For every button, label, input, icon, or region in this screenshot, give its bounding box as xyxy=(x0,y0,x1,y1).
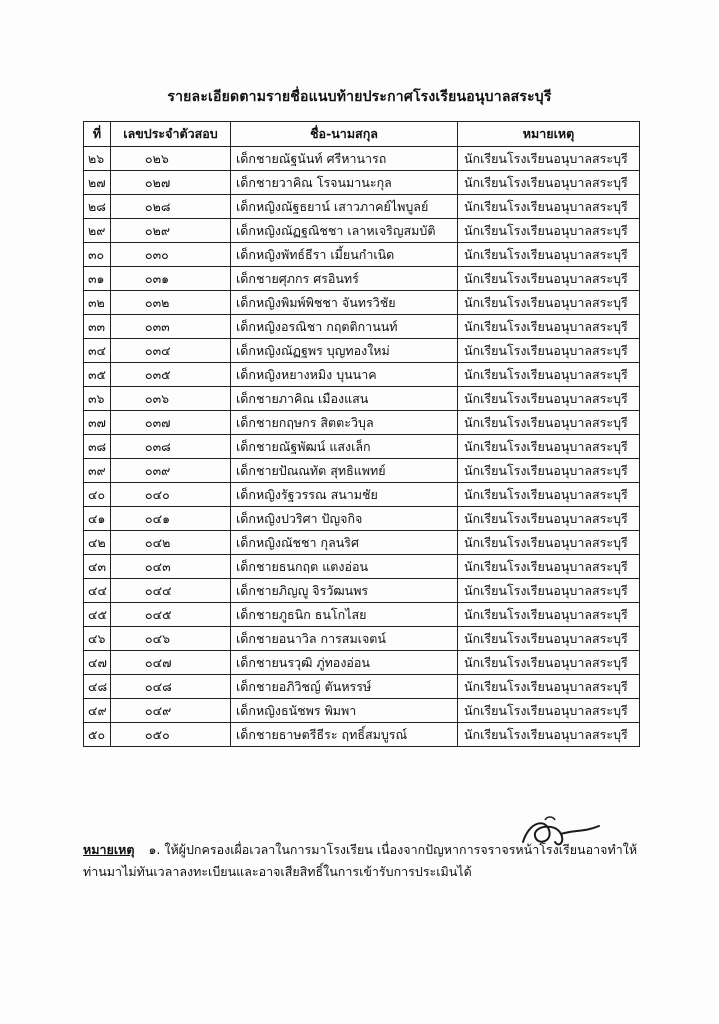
student-list-table xyxy=(83,121,640,747)
row-full-name: เด็กหญิงณัฐธยาน์ เสาวภาคย์ไพบูลย์ xyxy=(231,195,458,219)
header-remark: หมายเหตุ xyxy=(458,122,640,147)
row-no: ๓๐ xyxy=(84,243,111,267)
row-exam-id: ๐๔๔ xyxy=(111,579,231,603)
row-remark: นักเรียนโรงเรียนอนุบาลสระบุรี xyxy=(458,675,640,699)
row-exam-id: ๐๔๕ xyxy=(111,603,231,627)
row-remark: นักเรียนโรงเรียนอนุบาลสระบุรี xyxy=(458,387,640,411)
header-no: ที่ xyxy=(84,122,111,147)
row-no: ๔๗ xyxy=(84,651,111,675)
row-full-name: เด็กชายณัฐพัฒน์ แสงเล็ก xyxy=(231,435,458,459)
row-no: ๓๓ xyxy=(84,315,111,339)
row-no: ๒๘ xyxy=(84,195,111,219)
row-exam-id: ๐๒๖ xyxy=(111,147,231,171)
row-remark: นักเรียนโรงเรียนอนุบาลสระบุรี xyxy=(458,627,640,651)
row-remark: นักเรียนโรงเรียนอนุบาลสระบุรี xyxy=(458,579,640,603)
row-remark: นักเรียนโรงเรียนอนุบาลสระบุรี xyxy=(458,459,640,483)
table-row xyxy=(84,267,640,291)
table-row xyxy=(84,339,640,363)
table-row xyxy=(84,195,640,219)
row-remark: นักเรียนโรงเรียนอนุบาลสระบุรี xyxy=(458,339,640,363)
row-full-name: เด็กหญิงหยางหมิง บุนนาค xyxy=(231,363,458,387)
remark-line-1 xyxy=(83,842,643,858)
row-exam-id: ๐๔๒ xyxy=(111,531,231,555)
table-row xyxy=(84,315,640,339)
table-row xyxy=(84,459,640,483)
row-exam-id: ๐๕๐ xyxy=(111,723,231,747)
table-row xyxy=(84,363,640,387)
row-no: ๓๙ xyxy=(84,459,111,483)
row-exam-id: ๐๓๙ xyxy=(111,459,231,483)
row-remark: นักเรียนโรงเรียนอนุบาลสระบุรี xyxy=(458,507,640,531)
table-row xyxy=(84,291,640,315)
row-remark: นักเรียนโรงเรียนอนุบาลสระบุรี xyxy=(458,651,640,675)
row-remark: นักเรียนโรงเรียนอนุบาลสระบุรี xyxy=(458,267,640,291)
table-header-row xyxy=(84,122,640,147)
table-body xyxy=(84,147,640,747)
row-remark: นักเรียนโรงเรียนอนุบาลสระบุรี xyxy=(458,291,640,315)
table-row xyxy=(84,579,640,603)
row-remark: นักเรียนโรงเรียนอนุบาลสระบุรี xyxy=(458,363,640,387)
row-no: ๒๖ xyxy=(84,147,111,171)
row-exam-id: ๐๓๖ xyxy=(111,387,231,411)
row-exam-id: ๐๒๘ xyxy=(111,195,231,219)
row-remark: นักเรียนโรงเรียนอนุบาลสระบุรี xyxy=(458,603,640,627)
row-no: ๓๑ xyxy=(84,267,111,291)
row-exam-id: ๐๔๘ xyxy=(111,675,231,699)
row-full-name: เด็กชายนรวุฒิ ภู่ทองอ่อน xyxy=(231,651,458,675)
row-no: ๓๔ xyxy=(84,339,111,363)
row-full-name: เด็กชายอนาวิล การสมเจตน์ xyxy=(231,627,458,651)
row-exam-id: ๐๓๗ xyxy=(111,411,231,435)
row-full-name: เด็กชายปัณณทัต สุทธิแพทย์ xyxy=(231,459,458,483)
table-row xyxy=(84,531,640,555)
header-full-name: ชื่อ-นามสกุล xyxy=(231,122,458,147)
row-exam-id: ๐๔๙ xyxy=(111,699,231,723)
row-no: ๓๕ xyxy=(84,363,111,387)
header-exam-id: เลขประจำตัวสอบ xyxy=(111,122,231,147)
row-no: ๔๘ xyxy=(84,675,111,699)
row-no: ๓๘ xyxy=(84,435,111,459)
row-no: ๔๑ xyxy=(84,507,111,531)
row-no: ๓๒ xyxy=(84,291,111,315)
row-full-name: เด็กหญิงณัชชา กุลนริศ xyxy=(231,531,458,555)
row-full-name: เด็กหญิงพัทธ์ธีรา เมี้ยนกำเนิด xyxy=(231,243,458,267)
table-row xyxy=(84,723,640,747)
row-full-name: เด็กชายธาษตรีธีระ ฤทธิ์สมบูรณ์ xyxy=(231,723,458,747)
table-row xyxy=(84,675,640,699)
row-remark: นักเรียนโรงเรียนอนุบาลสระบุรี xyxy=(458,315,640,339)
table-row xyxy=(84,627,640,651)
table-row xyxy=(84,651,640,675)
row-remark: นักเรียนโรงเรียนอนุบาลสระบุรี xyxy=(458,435,640,459)
row-full-name: เด็กหญิงปวริศา ปัญจกิจ xyxy=(231,507,458,531)
row-exam-id: ๐๔๖ xyxy=(111,627,231,651)
row-full-name: เด็กชายศุภกร ศรอินทร์ xyxy=(231,267,458,291)
table-row xyxy=(84,435,640,459)
row-exam-id: ๐๓๐ xyxy=(111,243,231,267)
table-row xyxy=(84,411,640,435)
remark-line-2 xyxy=(83,864,643,880)
row-full-name: เด็กหญิงพิมพ์พิชชา จันทรวิชัย xyxy=(231,291,458,315)
row-full-name: เด็กหญิงณัฏฐณิชชา เลาหเจริญสมบัติ xyxy=(231,219,458,243)
row-no: ๔๙ xyxy=(84,699,111,723)
remark-text-1: ๑. ให้ผู้ปกครองเผื่อเวลาในการมาโรงเรียน เนื่องจากปัญหาการจราจรหน้าโรงเรียนอาจทำให้ xyxy=(148,842,638,857)
row-remark: นักเรียนโรงเรียนอนุบาลสระบุรี xyxy=(458,195,640,219)
row-no: ๔๕ xyxy=(84,603,111,627)
row-full-name: เด็กชายภูธนิก ธนโกไสย xyxy=(231,603,458,627)
row-remark: นักเรียนโรงเรียนอนุบาลสระบุรี xyxy=(458,147,640,171)
table-row xyxy=(84,219,640,243)
table-row xyxy=(84,147,640,171)
table-row xyxy=(84,483,640,507)
row-no: ๓๖ xyxy=(84,387,111,411)
row-exam-id: ๐๓๒ xyxy=(111,291,231,315)
row-remark: นักเรียนโรงเรียนอนุบาลสระบุรี xyxy=(458,699,640,723)
row-remark: นักเรียนโรงเรียนอนุบาลสระบุรี xyxy=(458,483,640,507)
row-exam-id: ๐๒๙ xyxy=(111,219,231,243)
table-row xyxy=(84,603,640,627)
row-full-name: เด็กหญิงรัฐวรรณ สนามชัย xyxy=(231,483,458,507)
table-row xyxy=(84,387,640,411)
row-exam-id: ๐๔๗ xyxy=(111,651,231,675)
row-full-name: เด็กหญิงอรณิชา กฤตติกานนท์ xyxy=(231,315,458,339)
row-remark: นักเรียนโรงเรียนอนุบาลสระบุรี xyxy=(458,219,640,243)
table-row xyxy=(84,243,640,267)
row-full-name: เด็กชายธนกฤต แตงอ่อน xyxy=(231,555,458,579)
row-full-name: เด็กหญิงธนัชพร พิมพา xyxy=(231,699,458,723)
row-exam-id: ๐๔๓ xyxy=(111,555,231,579)
row-remark: นักเรียนโรงเรียนอนุบาลสระบุรี xyxy=(458,531,640,555)
table-row xyxy=(84,555,640,579)
row-exam-id: ๐๓๕ xyxy=(111,363,231,387)
row-no: ๕๐ xyxy=(84,723,111,747)
row-full-name: เด็กชายวาคิณ โรจนมานะกุล xyxy=(231,171,458,195)
row-full-name: เด็กชายอภิวิชญ์ ตันหรรษ์ xyxy=(231,675,458,699)
row-exam-id: ๐๓๓ xyxy=(111,315,231,339)
row-full-name: เด็กชายภิญญู จิรวัฒนพร xyxy=(231,579,458,603)
row-remark: นักเรียนโรงเรียนอนุบาลสระบุรี xyxy=(458,243,640,267)
row-no: ๔๔ xyxy=(84,579,111,603)
row-exam-id: ๐๓๘ xyxy=(111,435,231,459)
row-no: ๒๗ xyxy=(84,171,111,195)
row-full-name: เด็กชายณัฐนันท์ ศรีหานารถ xyxy=(231,147,458,171)
row-exam-id: ๐๓๑ xyxy=(111,267,231,291)
row-no: ๔๖ xyxy=(84,627,111,651)
row-full-name: เด็กชายภาคิณ เมืองแสน xyxy=(231,387,458,411)
row-remark: นักเรียนโรงเรียนอนุบาลสระบุรี xyxy=(458,171,640,195)
document-title: รายละเอียดตามรายชื่อแนบท้ายประกาศโรงเรียนอนุบาลสระบุรี xyxy=(167,89,552,105)
table-row xyxy=(84,171,640,195)
row-no: ๔๐ xyxy=(84,483,111,507)
row-full-name: เด็กชายกฤษกร สิตตะวิบุล xyxy=(231,411,458,435)
row-exam-id: ๐๔๑ xyxy=(111,507,231,531)
table-row xyxy=(84,699,640,723)
row-remark: นักเรียนโรงเรียนอนุบาลสระบุรี xyxy=(458,555,640,579)
row-exam-id: ๐๒๗ xyxy=(111,171,231,195)
row-no: ๔๒ xyxy=(84,531,111,555)
row-no: ๒๙ xyxy=(84,219,111,243)
row-exam-id: ๐๔๐ xyxy=(111,483,231,507)
row-remark: นักเรียนโรงเรียนอนุบาลสระบุรี xyxy=(458,411,640,435)
remark-label: หมายเหตุ xyxy=(83,842,135,857)
row-remark: นักเรียนโรงเรียนอนุบาลสระบุรี xyxy=(458,723,640,747)
row-full-name: เด็กหญิงณัฏฐพร บุญทองใหม่ xyxy=(231,339,458,363)
row-no: ๓๗ xyxy=(84,411,111,435)
row-exam-id: ๐๓๔ xyxy=(111,339,231,363)
row-no: ๔๓ xyxy=(84,555,111,579)
table-row xyxy=(84,507,640,531)
remark-text-2: ท่านมาไม่ทันเวลาลงทะเบียนและอาจเสียสิทธิ์ในการเข้ารับการประเมินได้ xyxy=(83,864,472,879)
